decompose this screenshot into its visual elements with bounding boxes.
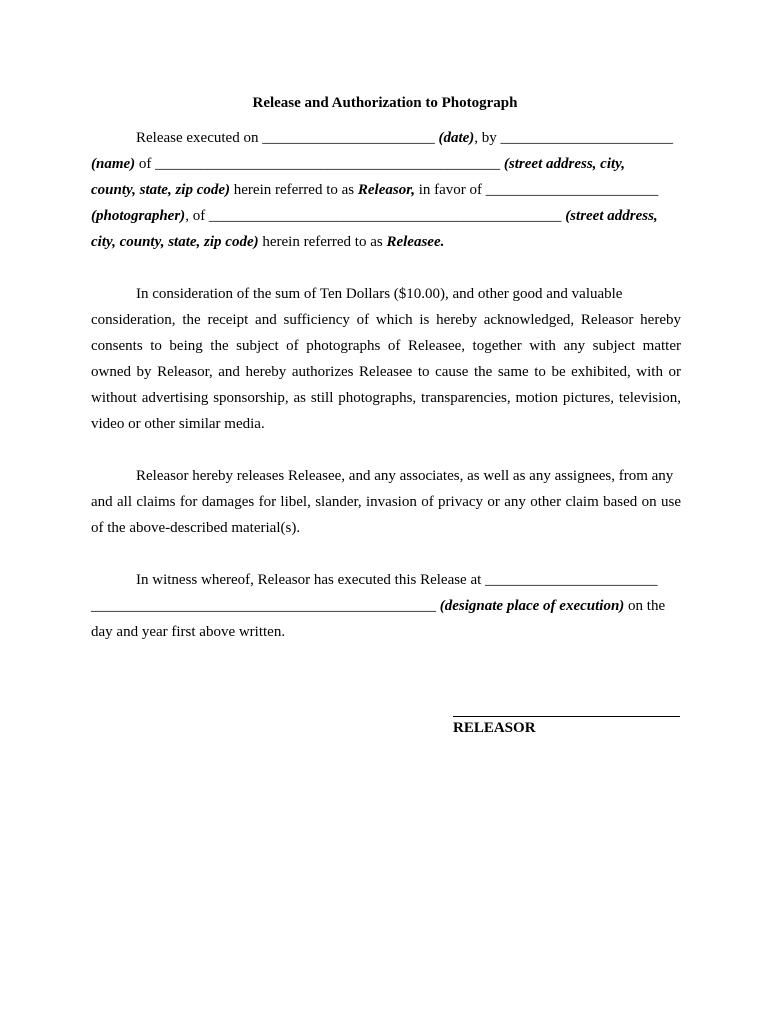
text-line: video or other similar media. xyxy=(91,416,265,432)
address-label: (street address, city, xyxy=(503,156,626,172)
text-line: consents to being the subject of photographs of Releasee, together with any subject matter xyxy=(91,338,681,354)
text-line xyxy=(91,203,681,229)
text-segment: in favor of _______________________ xyxy=(414,182,659,198)
releasor-term: Releasor, xyxy=(357,182,415,198)
text-segment: , of _______________________________________________ xyxy=(185,208,566,224)
address-label: city, county, state, zip code) xyxy=(91,234,259,250)
releasee-term: Releasee. xyxy=(386,234,445,250)
paragraph-witness xyxy=(91,567,681,645)
text-segment: of ______________________________________________ xyxy=(135,156,504,172)
text-line: of the above-described material(s). xyxy=(91,520,301,536)
paragraph-parties xyxy=(91,125,681,255)
text-line xyxy=(91,125,681,151)
text-segment: In witness whereof, Releasor has executed this Release at _______________________ xyxy=(136,572,658,588)
name-label: (name) xyxy=(91,156,136,172)
document-title: Release and Authorization to Photograph xyxy=(252,95,518,111)
text-segment: , by _______________________ xyxy=(474,130,674,146)
text-segment: Release executed on _______________________ xyxy=(136,130,439,146)
text-line xyxy=(91,593,681,619)
text-line: without advertising sponsorship, as still photographs, transparencies, motion pictures, television, xyxy=(91,390,681,406)
place-label: (designate place of execution) xyxy=(439,598,625,614)
text-line: consideration, the receipt and sufficiency of which is hereby acknowledged, Releasor hereby xyxy=(91,312,681,328)
signature-line xyxy=(453,716,680,717)
photographer-label: (photographer) xyxy=(91,208,186,224)
paragraph-consideration xyxy=(91,281,681,437)
text-segment: ______________________________________________ xyxy=(91,598,440,614)
text-line xyxy=(91,281,681,307)
releasor-signature-label: RELEASOR xyxy=(453,720,536,736)
address-label: (street address, xyxy=(565,208,658,224)
text-line: owned by Releasor, and hereby authorizes Releasee to cause the same to be exhibited, with or xyxy=(91,364,681,380)
date-label: (date) xyxy=(438,130,475,146)
text-line xyxy=(91,177,681,203)
text-segment: In consideration of the sum of Ten Dollars ($10.00), and other good and valuable xyxy=(136,286,623,302)
text-segment: on the xyxy=(624,598,666,614)
text-line xyxy=(91,567,681,593)
text-line xyxy=(91,151,681,177)
paragraph-release xyxy=(91,463,681,541)
text-segment: herein referred to as xyxy=(230,182,358,198)
text-line: and all claims for damages for libel, slander, invasion of privacy or any other claim based on use xyxy=(91,494,681,510)
text-line xyxy=(91,229,681,255)
text-line: day and year first above written. xyxy=(91,624,286,640)
text-segment: herein referred to as xyxy=(258,234,387,250)
address-label: county, state, zip code) xyxy=(91,182,231,198)
text-line xyxy=(91,463,681,489)
text-segment: Releasor hereby releases Releasee, and any associates, as well as any assignees, from any xyxy=(136,468,674,484)
